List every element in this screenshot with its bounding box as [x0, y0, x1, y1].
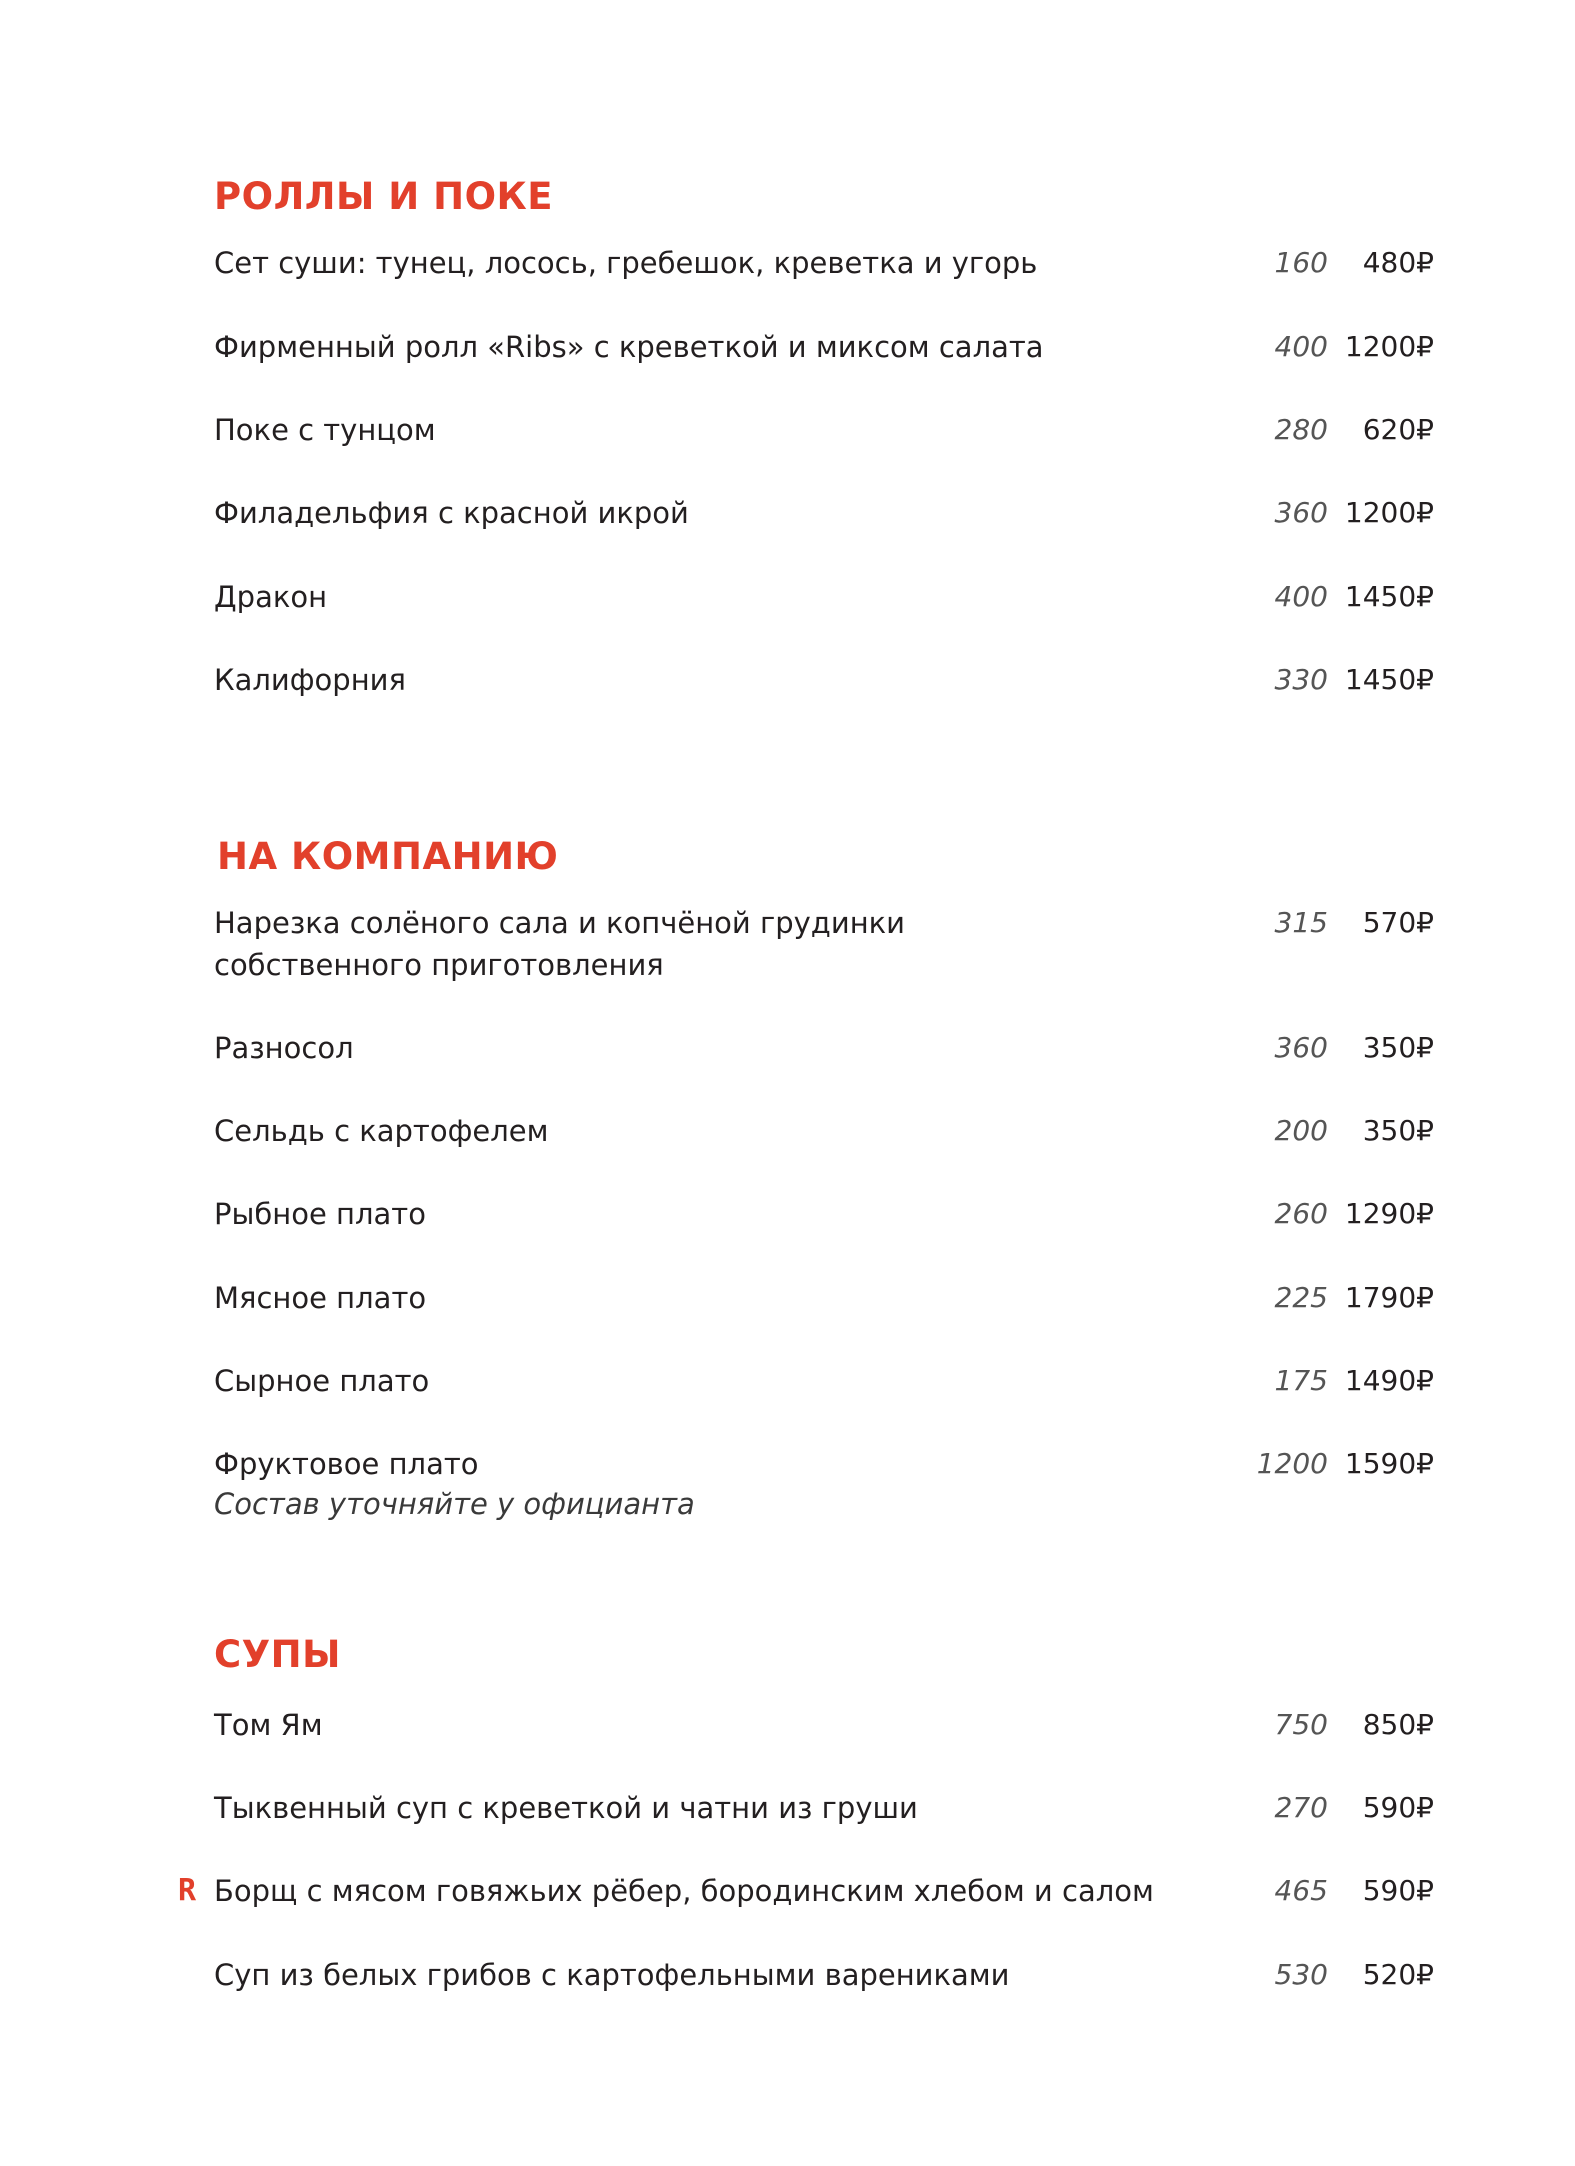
item-weight: 465: [1274, 1874, 1328, 1907]
item-name: Сет суши: тунец, лосось, гребешок, креветка и угорь: [214, 246, 1038, 280]
item-name-line1: Нарезка солёного сала и копчёной грудинки: [214, 906, 906, 940]
section-title-company: НА КОМПАНИЮ: [217, 835, 559, 878]
signature-dish-icon: R: [178, 1873, 197, 1908]
item-price: 1590₽: [1344, 1447, 1434, 1480]
item-price: 1490₽: [1344, 1364, 1434, 1397]
item-name: Рыбное плато: [214, 1197, 426, 1231]
item-name: Разносол: [214, 1031, 354, 1065]
item-price: 1790₽: [1344, 1281, 1434, 1314]
item-price: 350₽: [1362, 1031, 1434, 1064]
item-name: Дракон: [214, 580, 328, 614]
item-name: Филадельфия с красной икрой: [214, 496, 689, 530]
item-price: 570₽: [1362, 906, 1434, 939]
item-weight: 270: [1274, 1791, 1328, 1824]
item-weight: 315: [1274, 906, 1328, 939]
item-weight: 175: [1274, 1364, 1328, 1397]
item-price: 1450₽: [1344, 580, 1434, 613]
item-name: Сырное плато: [214, 1364, 430, 1398]
item-name: Сельдь с картофелем: [214, 1114, 549, 1148]
item-name: Мясное плато: [214, 1281, 427, 1315]
item-weight: 260: [1274, 1197, 1328, 1230]
item-price: 1290₽: [1344, 1197, 1434, 1230]
item-weight: 530: [1274, 1958, 1328, 1991]
item-weight: 1200: [1256, 1447, 1328, 1480]
item-price: 620₽: [1362, 413, 1434, 446]
item-price: 520₽: [1362, 1958, 1434, 1991]
section-title-soups: СУПЫ: [214, 1633, 341, 1676]
item-price: 850₽: [1362, 1708, 1434, 1741]
item-name: [214, 902, 1194, 986]
item-name: Поке с тунцом: [214, 413, 436, 447]
item-weight: 360: [1274, 496, 1328, 529]
item-name: Том Ям: [214, 1708, 323, 1742]
item-weight: 750: [1274, 1708, 1328, 1741]
item-name: Тыквенный суп с креветкой и чатни из груши: [214, 1791, 918, 1825]
item-name: Борщ с мясом говяжьих рёбер, бородинским хлебом и салом: [214, 1874, 1154, 1908]
item-price: 350₽: [1362, 1114, 1434, 1147]
item-weight: 280: [1274, 413, 1328, 446]
item-weight: 400: [1274, 330, 1328, 363]
item-price: 1200₽: [1344, 330, 1434, 363]
item-weight: 360: [1274, 1031, 1328, 1064]
item-price: 590₽: [1362, 1791, 1434, 1824]
item-price: 590₽: [1362, 1874, 1434, 1907]
item-name: Суп из белых грибов с картофельными варениками: [214, 1958, 1010, 1992]
item-name: Фирменный ролл «Ribs» с креветкой и миксом салата: [214, 330, 1044, 364]
item-name-line2: собственного приготовления: [214, 948, 664, 982]
item-weight: 330: [1274, 663, 1328, 696]
item-name: Фруктовое плато: [214, 1447, 479, 1481]
section-title-rolls: РОЛЛЫ И ПОКЕ: [214, 175, 554, 218]
item-price: 1200₽: [1344, 496, 1434, 529]
item-name: Калифорния: [214, 663, 406, 697]
item-note: Состав уточняйте у официанта: [214, 1487, 695, 1521]
item-weight: 200: [1274, 1114, 1328, 1147]
item-weight: 400: [1274, 580, 1328, 613]
item-weight: 160: [1274, 246, 1328, 279]
item-price: 1450₽: [1344, 663, 1434, 696]
item-price: 480₽: [1362, 246, 1434, 279]
item-weight: 225: [1274, 1281, 1328, 1314]
